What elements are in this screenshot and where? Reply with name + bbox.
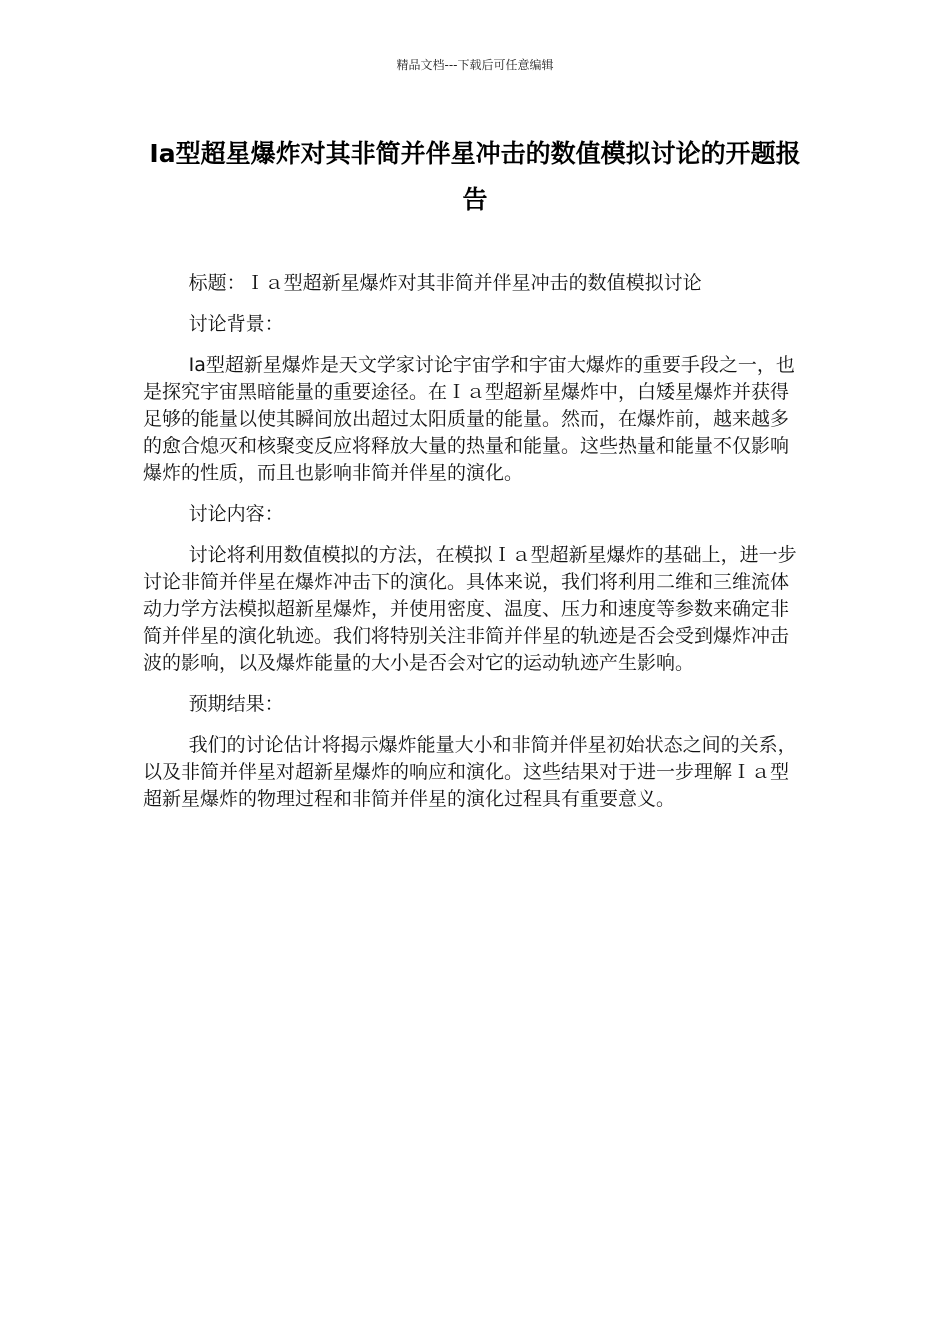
section-heading-results: 预期结果： <box>188 693 284 715</box>
section-heading-background: 讨论背景： <box>188 313 284 335</box>
background-paragraph: Ia型超新星爆炸是天文学家讨论宇宙学和宇宙大爆炸的重要手段之一，也是探究宇宙黑暗能量的重要途径。在Ｉａ型超新星爆炸中，白矮星爆炸并获得足够的能量以使其瞬间放出超过太阳质量的能量。然而，在爆炸前，越来越多的愈合熄灭和核聚变反应将释放大量的热量和能量。这些热量和能量不仅影响爆炸的性质，而且也影响非简并伴星的演化。 <box>143 354 795 484</box>
section-heading-content: 讨论内容： <box>188 503 284 525</box>
title-line: 标题：Ｉａ型超新星爆炸对其非简并伴星冲击的数值模拟讨论 <box>188 272 702 294</box>
document-title: Ia型超星爆炸对其非简并伴星冲击的数值模拟讨论的开题报告 <box>149 139 801 214</box>
results-paragraph: 我们的讨论估计将揭示爆炸能量大小和非简并伴星初始状态之间的关系，以及非简并伴星对超新星爆炸的响应和演化。这些结果对于进一步理解Ｉａ型超新星爆炸的物理过程和非简并伴星的演化过程具有重要意义。 <box>143 734 797 810</box>
content-paragraph: 讨论将利用数值模拟的方法，在模拟Ｉａ型超新星爆炸的基础上，进一步讨论非简并伴星在爆炸冲击下的演化。具体来说，我们将利用二维和三维流体动力学方法模拟超新星爆炸，并使用密度、温度、压力和速度等参数来确定非简并伴星的演化轨迹。我们将特别关注非简并伴星的轨迹是否会受到爆炸冲击波的影响，以及爆炸能量的大小是否会对它的运动轨迹产生影响。 <box>143 544 797 674</box>
page-header: 精品文档---下载后可任意编辑 <box>396 58 554 72</box>
document-body <box>143 270 803 827</box>
